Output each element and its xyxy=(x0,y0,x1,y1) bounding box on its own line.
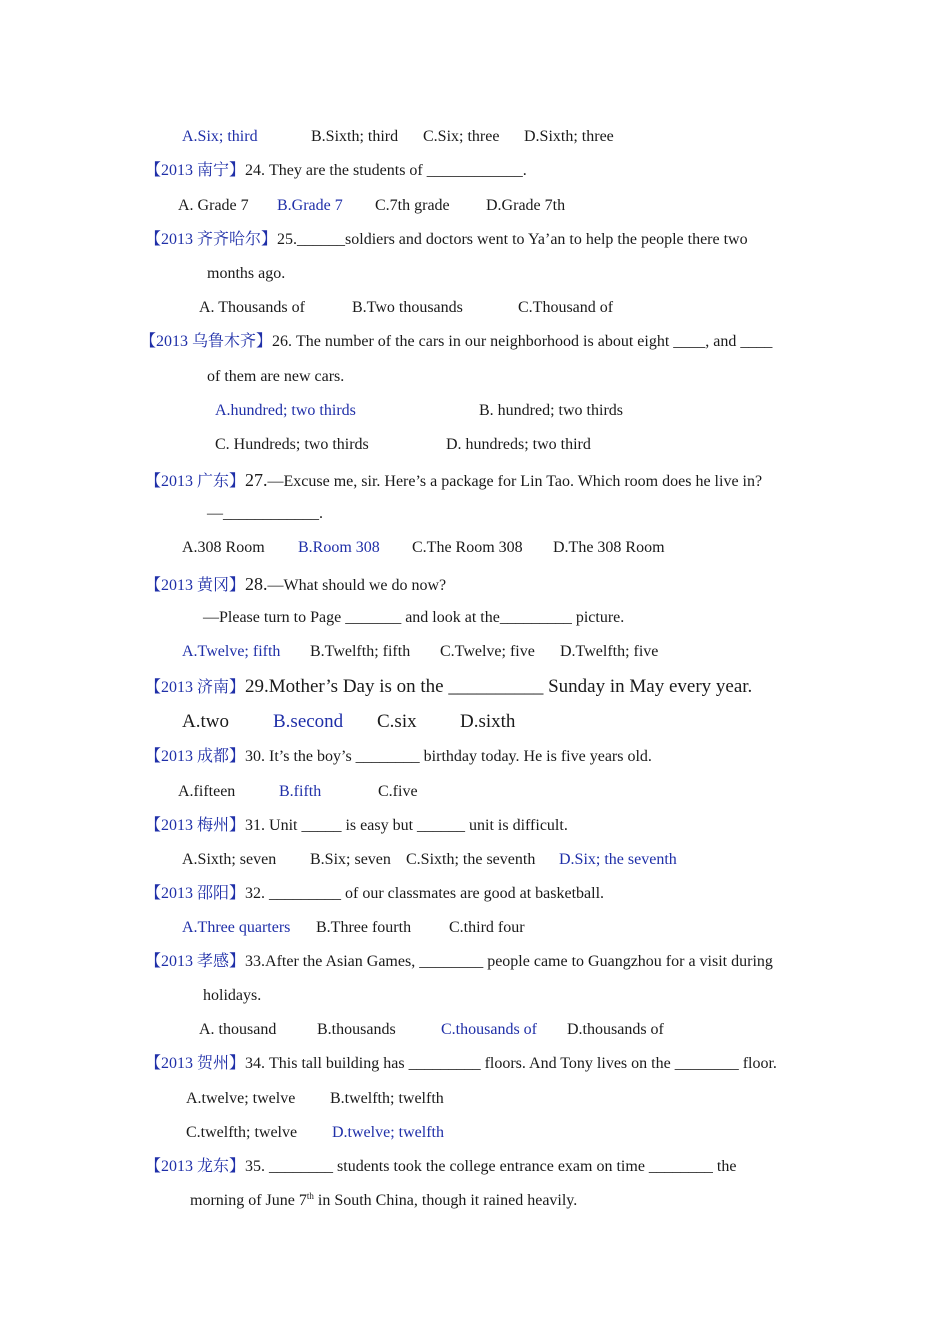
question-29 xyxy=(145,676,752,698)
question-stem: —What should we do now? xyxy=(267,577,447,594)
option: A. thousand xyxy=(199,1021,277,1038)
question-stem-continued xyxy=(190,1191,577,1211)
question-30 xyxy=(145,747,652,767)
question-24 xyxy=(145,161,527,181)
option: C.7th grade xyxy=(375,197,450,214)
question-number: 27. xyxy=(245,470,268,490)
option: C.Sixth; the seventh xyxy=(406,851,536,868)
ordinal-superscript: th xyxy=(306,1191,314,1201)
option: B.Two thousands xyxy=(352,299,463,316)
option: A. Grade 7 xyxy=(178,197,249,214)
question-source: 【2013 邵阳】 xyxy=(145,885,246,902)
option: A.Six; third xyxy=(182,128,258,145)
question-32 xyxy=(145,884,604,904)
question-source: 【2013 成都】 xyxy=(145,748,246,765)
option: A.Twelve; fifth xyxy=(182,643,281,660)
question-number: 28. xyxy=(245,574,268,594)
question-stem-continued: —Please turn to Page _______ and look at the_________ picture. xyxy=(203,609,625,626)
option: A.Three quarters xyxy=(182,919,291,936)
question-source: 【2013 齐齐哈尔】 xyxy=(145,231,278,248)
question-27 xyxy=(145,469,762,492)
option: D.The 308 Room xyxy=(553,539,665,556)
option: B.twelfth; twelfth xyxy=(330,1090,444,1107)
option: C.Six; three xyxy=(423,128,500,145)
question-stem-continued: months ago. xyxy=(207,265,286,282)
question-stem: 30. It’s the boy’s ________ birthday today. He is five years old. xyxy=(245,748,652,765)
option: C.twelfth; twelve xyxy=(186,1124,298,1141)
option: B.Three fourth xyxy=(316,919,412,936)
option: A.Sixth; seven xyxy=(182,851,277,868)
question-33 xyxy=(145,952,773,972)
question-source: 【2013 南宁】 xyxy=(145,162,246,179)
option: B.Room 308 xyxy=(298,539,380,556)
option: C.five xyxy=(378,783,418,800)
option: C. Hundreds; two thirds xyxy=(215,436,369,453)
question-stem: 26. The number of the cars in our neighborhood is about eight ____, and ____ xyxy=(272,333,773,350)
question-source: 【2013 乌鲁木齐】 xyxy=(140,333,273,350)
option: B.Grade 7 xyxy=(277,197,343,214)
option: C.Thousand of xyxy=(518,299,614,316)
question-stem: 32. _________ of our classmates are good at basketball. xyxy=(245,885,605,902)
question-stem: 24. They are the students of ____________. xyxy=(245,162,527,179)
option: C.third four xyxy=(449,919,525,936)
option: C.six xyxy=(377,711,417,732)
stem-text: in South China, though it rained heavily. xyxy=(313,1192,578,1209)
option: A.twelve; twelve xyxy=(186,1090,296,1107)
option: D.Sixth; three xyxy=(524,128,614,145)
option: D.thousands of xyxy=(567,1021,664,1038)
question-stem-continued: holidays. xyxy=(203,987,262,1004)
question-source: 【2013 广东】 xyxy=(145,473,246,490)
option: C.thousands of xyxy=(441,1021,537,1038)
option: C.Twelve; five xyxy=(440,643,535,660)
question-28 xyxy=(145,573,446,596)
question-stem-continued: of them are new cars. xyxy=(207,368,345,385)
question-31 xyxy=(145,816,568,836)
stem-text: morning of June 7 xyxy=(190,1192,307,1209)
option: B.Twelfth; fifth xyxy=(310,643,411,660)
option: B.second xyxy=(273,711,344,732)
question-source: 【2013 济南】 xyxy=(145,679,246,696)
option: D.Twelfth; five xyxy=(560,643,659,660)
option: A.hundred; two thirds xyxy=(215,402,356,419)
question-stem: 31. Unit _____ is easy but ______ unit is difficult. xyxy=(245,817,568,834)
question-stem-continued: —____________. xyxy=(207,505,323,522)
option: B.Sixth; third xyxy=(311,128,399,145)
option: D.sixth xyxy=(460,711,516,732)
question-stem: 34. This tall building has _________ floors. And Tony lives on the ________ floor. xyxy=(245,1055,777,1072)
question-source: 【2013 梅州】 xyxy=(145,817,246,834)
option: B.thousands xyxy=(317,1021,396,1038)
option: D.twelve; twelfth xyxy=(332,1124,444,1141)
question-stem: 29.Mother’s Day is on the __________ Sunday in May every year. xyxy=(245,676,753,697)
question-source: 【2013 孝感】 xyxy=(145,953,246,970)
question-25 xyxy=(145,230,748,250)
question-35 xyxy=(145,1157,736,1177)
option: B. hundred; two thirds xyxy=(479,402,623,419)
question-26 xyxy=(140,332,772,352)
option: D.Six; the seventh xyxy=(559,851,677,868)
question-stem: —Excuse me, sir. Here’s a package for Lin Tao. Which room does he live in? xyxy=(267,473,763,490)
question-source: 【2013 黄冈】 xyxy=(145,577,246,594)
option: B.fifth xyxy=(279,783,322,800)
option: A.two xyxy=(182,711,229,732)
question-stem: 33.After the Asian Games, ________ people came to Guangzhou for a visit during xyxy=(245,953,773,970)
option: D. hundreds; two third xyxy=(446,436,591,453)
question-stem: 35. ________ students took the college entrance exam on time ________ the xyxy=(245,1158,737,1175)
option: A. Thousands of xyxy=(199,299,305,316)
option: C.The Room 308 xyxy=(412,539,523,556)
question-34 xyxy=(145,1054,777,1074)
question-source: 【2013 龙东】 xyxy=(145,1158,246,1175)
option: A.fifteen xyxy=(178,783,236,800)
option: A.308 Room xyxy=(182,539,265,556)
question-stem: 25.______soldiers and doctors went to Ya’an to help the people there two xyxy=(277,231,748,248)
question-source: 【2013 贺州】 xyxy=(145,1055,246,1072)
option: B.Six; seven xyxy=(310,851,391,868)
option: D.Grade 7th xyxy=(486,197,566,214)
